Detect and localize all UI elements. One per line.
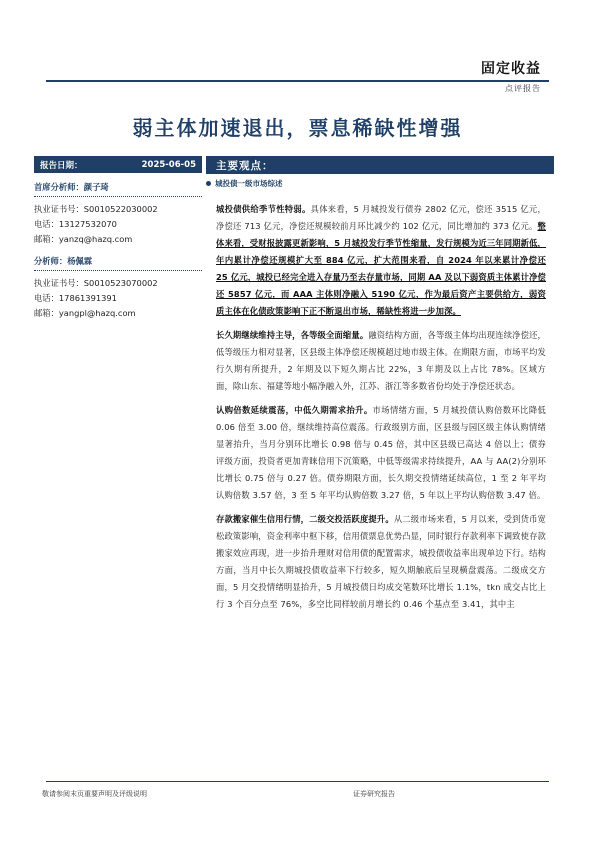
bullet-icon [206,181,211,186]
paragraph [216,402,546,504]
analyst-role: 分析师：杨佩霖 [34,256,93,266]
paragraph [216,511,546,613]
analyst-email[interactable]: 邮箱：yangpl@hazq.com [34,308,136,318]
analyst-phone: 电话：17861391391 [34,293,117,303]
paragraph-lead: 存款搬家催生信用行情，二级交投活跃度提升。 [216,514,394,524]
page-title: 弱主体加速退出，票息稀缺性增强 [132,116,463,140]
report-date-bar [34,156,202,173]
paragraph-lead: 长久期继续维持主导，各等级全面缩量。 [216,330,369,340]
analyst-role: 首席分析师：颜子琦 [34,182,109,192]
analyst-card [34,254,202,321]
report-category-title: 固定收益 [481,61,541,77]
section-heading-text: 城投债一级市场综述 [215,179,283,188]
section-heading [206,178,554,189]
analyst-license: 执业证书号：S0010523070002 [34,278,158,288]
paragraph-highlight: 整体来看，受财报披露更新影响，5 月城投发行季节性缩量，发行规模为近三年同期新低，年内累计净偿还规模扩大至 884 亿元，扩大范围来看，自 2024 年以来累计净偿还 25 亿元，城投已经完全进入存量乃至去存量市场，同期 AA 及以下弱资质主体累计净偿还 5857 亿元，而 AAA 主体则净融入 5190 亿元，作为最后资产主要供给方，弱资质主体在化债政策影响下正不断退出市场，稀缺性将进一步加深。 [216,221,546,316]
analyst-license: 执业证书号：S0010522030002 [34,204,158,214]
paragraph-text: 融资结构方面，各等级主体均出现连续净偿还，低等级压力相对显著，区县级主体净偿还规模超过地市级主体。在期限方面，市场平均发行久期有所提升，2 年期及以下短久期占比 22%，3 年期及以上占比 78%。区域方面，除山东、福建等地小幅净融入外，江苏、浙江等多数省份均处于净偿还状态。 [216,330,546,391]
key-points-section [206,156,554,189]
paragraph-text: 市场情绪方面，5 月城投债认购倍数环比降低 0.06 倍至 3.00 倍，继续维持高位震荡。行政级别方面，区县级与园区级主体认购情绪显著抬升，当月分别环比增长 0.98 倍与 0.45 倍，其中区县级已高达 4 倍以上；债券评级方面，投资者更加青睐信用下沉策略，中低等级需求持续提升，AA 与 AA(2)分别环比增长 0.75 倍与 0.27 倍。债券期限方面，长久期交投情绪延续高位，1 至 2 年平均认购倍数 3.57 倍，3 至 5 年平均认购倍数 3.27 倍，5 年以上平均认购倍数 3.47 倍。 [216,405,546,500]
key-points-heading: 主要观点： [206,156,554,174]
report-category [481,58,541,78]
analyst-sidebar [34,156,202,321]
paragraph-lead: 城投债供给季节性特弱。 [216,204,311,214]
body-paragraphs [216,201,546,620]
paragraph-lead: 认购倍数延续震荡，中低久期需求抬升。 [216,405,373,415]
analyst-divider [34,270,202,271]
paragraph [216,201,546,320]
analyst-card [34,180,202,247]
footer-report-type: 证券研究报告 [353,790,395,798]
paragraph-text: 具体来看，5 月城投发行债券 2802 亿元，偿还 3515 亿元，净偿还 713 亿元，净偿还规模较前月环比减少约 102 亿元，同比增加约 373 亿元。 [216,204,546,231]
paragraph [216,327,546,395]
analyst-divider [34,196,202,197]
analyst-phone: 电话：13127532070 [34,219,117,229]
report-type: 点评报告 [505,84,541,93]
footer-divider [46,781,549,782]
header-divider [46,80,549,82]
analyst-email[interactable]: 邮箱：yanzq@hazq.com [34,234,133,244]
report-date-value: 2025-06-05 [141,159,196,170]
paragraph-text: 从二级市场来看，5 月以来，受到货币宽松政策影响，资金利率中枢下移，信用债票息优势凸显，同时银行存款利率下调致使存款搬家效应再现，进一步抬升理财对信用债的配置需求，城投债收益率出现单边下行。结构方面，当月中长久期城投债收益率下行较多，短久期触底后呈现横盘震荡。二级成交方面，5 月交投情绪明显抬升，5 月城投债日均成交笔数环比增长 1.1%，tkn 成交占比上行 3 个百分点至 76%，多空比同样较前月增长约 0.46 个基点至 3.41，其中主 [216,514,546,609]
report-date-label: 报告日期： [40,160,83,171]
footer-disclaimer: 敬请参阅末页重要声明及评级说明 [42,790,147,798]
